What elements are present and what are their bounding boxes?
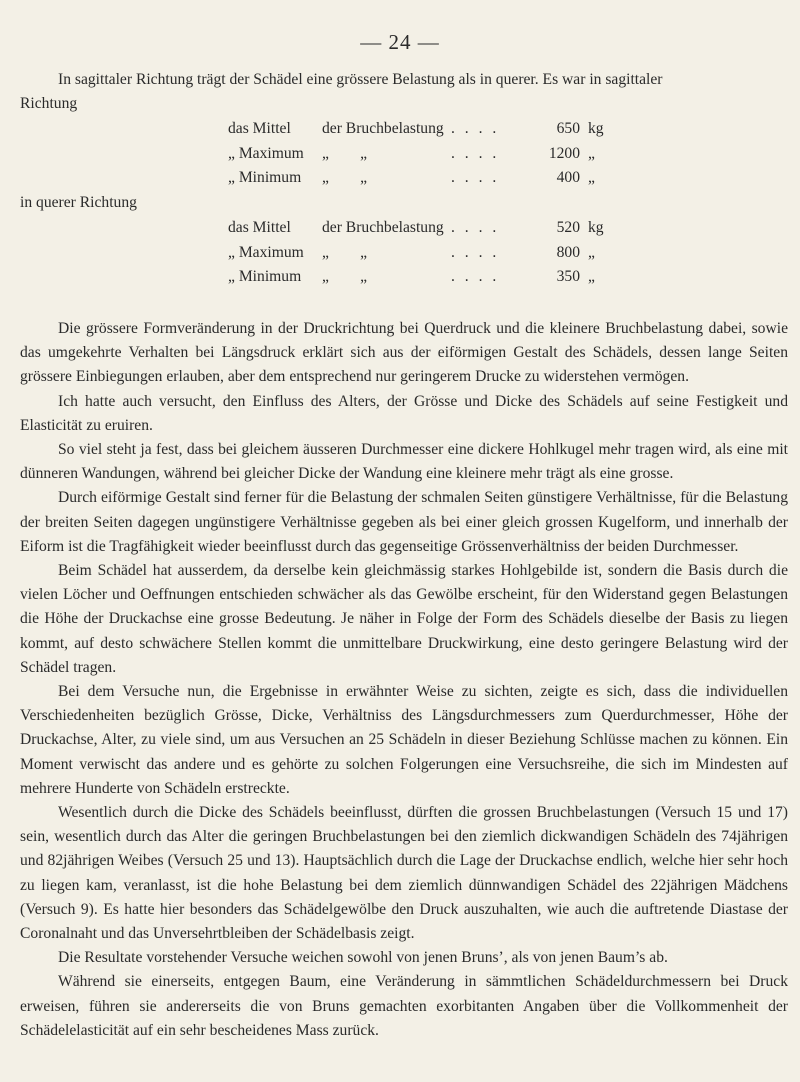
querer-label: in querer Richtung xyxy=(20,194,137,211)
paragraph: Die grössere Formveränderung in der Druckrichtung bei Querdruck und die kleinere Bruchbelastung dabei, sowie das umgekehrte Verhalten bei Längsdruck erklärt sich aus der eiförmigen Gestalt des Schädels, dessen lange Seiten grössere Einbiegungen erlauben, aber dem entsprechend nur geringerem Drucke zu widerstehen vermögen. xyxy=(20,320,788,386)
intro-line: Richtung xyxy=(20,95,78,113)
table-row: „ Maximum „ „ . . . . 1200 „ xyxy=(228,144,595,162)
paragraph: Während sie einerseits, entgegen Baum, eine Veränderung in sämmtlichen Schädeldurchmessern bei Druck erweisen, führen sie andererseits die von Bruns gemachten exorbitanten Angaben über die Vollkommenheit der Schädelelasticität auf ein sehr bescheidenes Mass zurück. xyxy=(20,973,788,1039)
body-text xyxy=(20,317,788,1043)
paragraph: Wesentlich durch die Dicke des Schädels beeinflusst, dürften die grossen Bruchbelastungen (Versuch 15 und 17) sein, wesentlich durch das Alter die geringen Bruchbelastungen bei den ziemlich dickwandigen Schädeln des 74jährigen und 82jährigen Weibes (Versuch 25 und 13). Hauptsächlich durch die Lage der Druckachse endlich, welche hier sehr hoch zu liegen kam, veranlasst, ist die hohe Belastung bei dem ziemlich dünnwandigen Schädel des 22jährigen Mädchens (Versuch 9). Es hatte hier besonders das Schädelgewölbe den Druck auszuhalten, wie auch die auftretende Diastase der Coronalnaht und das Unversehrtbleiben der Schädelbasis zeigt. xyxy=(20,804,788,943)
intro-paragraph xyxy=(20,68,788,116)
table-row: „ Minimum „ „ . . . . 400 „ xyxy=(228,169,595,186)
paragraph: Bei dem Versuche nun, die Ergebnisse in erwähnter Weise zu sichten, zeigte es sich, dass die individuellen Verschiedenheiten bezüglich Grösse, Dicke, Verhältniss des Längsdurchmessers zum Querdurchmesser, Höhe der Druckachse, Alter, zu viele sind, um aus Versuchen an 25 Schädeln in dieser Beziehung Schlüsse machen zu können. Ein Moment verwischt das andere und es gehörte zu solchen Folgerungen eine Versuchsreihe, die sich im Mindesten auf mehrere Hunderte von Schädeln erstreckte. xyxy=(20,683,788,797)
table-row: das Mittel der Bruchbelastung . . . . 650 kg xyxy=(228,120,604,137)
paragraph: Durch eiförmige Gestalt sind ferner für die Belastung der schmalen Seiten günstigere Verhältnisse, für die Belastung der breiten Seiten dagegen ungünstigere Verhältnisse gegeben als bei einer gleich grossen Kugelform, und innerhalb der Eiform ist die Tragfähigkeit wieder beeinflusst durch das gegenseitige Grössenverhältniss der beiden Durchmesser. xyxy=(20,489,788,555)
paragraph: Beim Schädel hat ausserdem, da derselbe kein gleichmässig starkes Hohlgebilde ist, sondern die Basis durch die vielen Löcher und Oeffnungen entschieden schwächer als das Gewölbe erscheint, für den Widerstand gegen Belastungen die Höhe der Druckachse eine grosse Bedeutung. Je näher in Folge der Form des Schädels dieselbe der Basis zu liegen kommt, auf desto schwächere Stellen kommt die unmittelbare Druckwirkung, eine desto geringere Belastung wird der Schädel tragen. xyxy=(20,562,788,676)
paragraph: Ich hatte auch versucht, den Einfluss des Alters, der Grösse und Dicke des Schädels auf seine Festigkeit und Elasticität zu eruiren. xyxy=(20,392,788,434)
querer-load-table xyxy=(228,216,612,290)
sagittal-load-table xyxy=(228,117,612,191)
table-row: „ Maximum „ „ . . . . 800 „ xyxy=(228,243,595,261)
paragraph: So viel steht ja fest, dass bei gleichem äusseren Durchmesser eine dickere Hohlkugel mehr tragen wird, als eine mit dünneren Wandungen, während bei gleicher Dicke der Wandung eine kleinere mehr trägt als eine grosse. xyxy=(20,441,788,483)
intro-line: In sagittaler Richtung trägt der Schädel eine grössere Belastung als in querer. Es war in sagittaler xyxy=(58,71,663,88)
table-row: das Mittel der Bruchbelastung . . . . 520 kg xyxy=(228,219,604,236)
page-number: — 24 — xyxy=(360,30,440,54)
table-row: „ Minimum „ „ . . . . 350 „ xyxy=(228,268,595,285)
paragraph: Die Resultate vorstehender Versuche weichen sowohl von jenen Bruns’, als von jenen Baum’s ab. xyxy=(58,949,668,967)
